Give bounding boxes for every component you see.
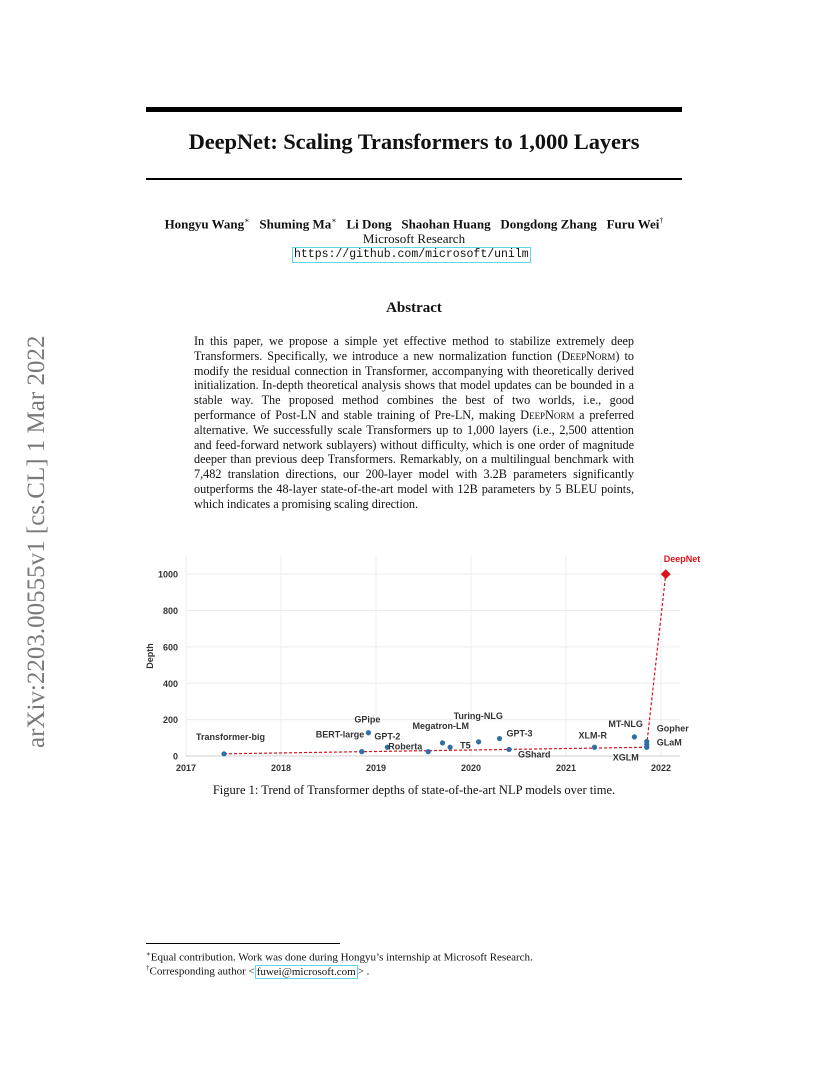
- y-tick-label: 0: [172, 751, 178, 762]
- footnote-mark: ∗: [146, 950, 151, 958]
- title-top-rule: [146, 107, 682, 112]
- email-link[interactable]: fuwei@microsoft.com: [256, 965, 356, 978]
- x-tick-label: 2022: [650, 763, 672, 773]
- y-tick-label: 200: [162, 715, 178, 726]
- data-point-megatron-lm: [440, 740, 445, 745]
- abstract-part: In this paper, we propose a simple yet effective method to stabilize extremely deep Transformers. Specifically, we introduce a new normalization function (: [194, 334, 634, 363]
- abstract-heading: Abstract: [386, 300, 442, 316]
- point-label: DeepNet: [663, 554, 700, 565]
- point-label: Megatron-LM: [412, 720, 469, 731]
- y-tick-label: 1000: [157, 569, 178, 580]
- abstract-term: DeepNorm: [520, 407, 575, 422]
- x-tick-label: 2021: [555, 763, 577, 773]
- data-point-gpipe: [366, 730, 371, 735]
- y-tick-label: 400: [162, 678, 178, 689]
- footnote-text: Corresponding author <: [149, 965, 255, 978]
- author-name: Hongyu Wang: [164, 216, 245, 232]
- abstract-text: [194, 334, 634, 512]
- point-label: GShard: [518, 749, 551, 760]
- affiliation: Microsoft Research: [362, 231, 466, 246]
- y-tick-label: 800: [162, 606, 178, 617]
- footnote-text: > .: [357, 965, 370, 978]
- data-point-roberta: [426, 749, 431, 754]
- author-name: Shuming Ma: [259, 216, 332, 232]
- x-tick-label: 2019: [365, 763, 387, 773]
- author-list: [100, 216, 728, 232]
- point-label: GPT-2: [374, 731, 401, 742]
- data-point-xlm-r: [592, 745, 597, 750]
- data-point-deepnet: [661, 569, 671, 579]
- author-name: Furu Wei: [606, 216, 660, 232]
- point-label: GPipe: [354, 714, 381, 725]
- title-bottom-rule: [146, 178, 682, 180]
- footnote-2: [146, 961, 369, 979]
- depth-trend-chart: [140, 548, 700, 778]
- author-name: Li Dong: [346, 216, 392, 232]
- arxiv-identifier: arXiv:2203.00555v1 [cs.CL] 1 Mar 2022: [23, 335, 50, 748]
- point-label: BERT-large: [315, 729, 365, 740]
- point-label: Turing-NLG: [453, 710, 503, 721]
- point-label: GPT-3: [506, 728, 533, 739]
- author-mark: †: [659, 216, 664, 225]
- data-point-mt-nlg: [632, 734, 637, 739]
- data-point-turing-nlg: [476, 739, 481, 744]
- footnote-rule: [146, 943, 340, 944]
- point-label: XGLM: [612, 752, 639, 763]
- data-point-bert-large: [359, 749, 364, 754]
- point-label: T5: [460, 740, 471, 751]
- point-label: MT-NLG: [608, 718, 643, 729]
- y-axis-label: Depth: [145, 643, 155, 669]
- author-name: Dongdong Zhang: [500, 216, 597, 232]
- author-name: Shaohan Huang: [401, 216, 491, 232]
- x-tick-label: 2020: [460, 763, 482, 773]
- footnote-mark: †: [146, 964, 150, 972]
- repository-link[interactable]: https://github.com/microsoft/unilm: [294, 248, 529, 261]
- point-label: XLM-R: [578, 730, 607, 741]
- author-mark: ∗: [331, 216, 337, 225]
- paper-title: DeepNet: Scaling Transformers to 1,000 Layers: [188, 129, 640, 154]
- x-tick-label: 2018: [270, 763, 292, 773]
- point-label: Gopher: [656, 723, 689, 734]
- abstract-term: DeepNorm: [561, 348, 616, 363]
- point-label: Roberta: [388, 741, 423, 752]
- data-point-transformer-big: [221, 751, 226, 756]
- x-tick-label: 2017: [175, 763, 197, 773]
- figure-caption: Figure 1: Trend of Transformer depths of state-of-the-art NLP models over time.: [212, 783, 616, 797]
- footnote-text: Equal contribution. Work was done during Hongyu’s internship at Microsoft Research.: [150, 951, 533, 964]
- data-point-gpt-3: [497, 736, 502, 741]
- data-point-gshard: [506, 747, 511, 752]
- abstract-part: a preferred alternative. We successfully scale Transformers up to 1,000 layers (i.e., 2,500 attention and feed-forward network sublayers) without difficulty, which is one order of magnitude deeper than previous deep Transformers. Remarkably, on a multilingual benchmark with 7,482 translation directions, our 200-layer model with 3.2B parameters significantly outperforms the 48-layer state-of-the-art model with 12B parameters by 5 BLEU points, which indicates a promising scaling direction.: [194, 407, 634, 511]
- point-label: GLaM: [656, 737, 682, 748]
- abstract-part: ) to modify the residual connection in Transformer, accompanying with theoretically derived initialization. In-depth theoretical analysis shows that model updates can be bounded in a stable way. The proposed method combines the best of two worlds, i.e., good performance of Post-LN and stable training of Pre-LN, making: [194, 348, 634, 422]
- data-point-t5: [448, 745, 453, 750]
- author-mark: ∗: [244, 216, 250, 225]
- y-tick-label: 600: [162, 642, 178, 653]
- point-label: Transformer-big: [196, 731, 266, 742]
- data-point-xglm: [644, 745, 649, 750]
